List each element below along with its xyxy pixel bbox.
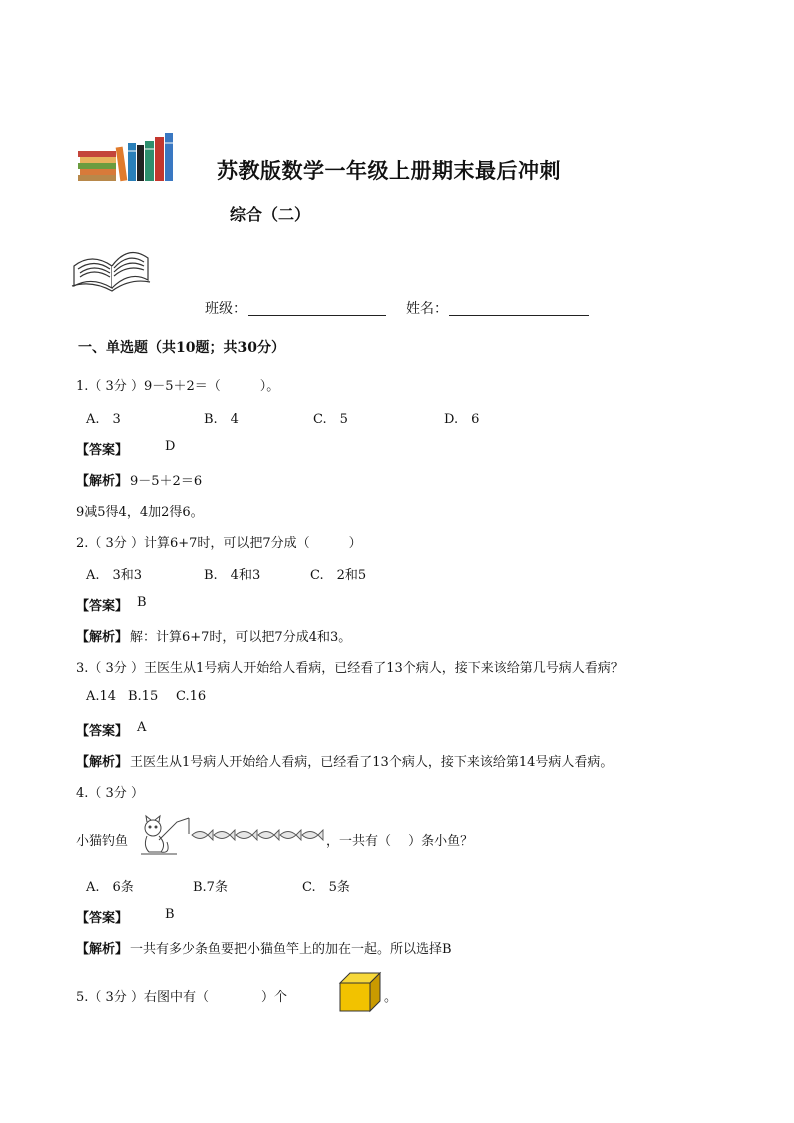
question-text: ，一共有（ ）条小鱼？ [326,834,474,849]
question-stem: 5.（ 3分 ）右图中有（ ）个 [76,990,287,1005]
answer-label: 【答案】 [76,911,129,926]
option-b: B.7条 [193,880,228,895]
answer-label: 【答案】 [76,443,129,458]
option-c: C. 5 [313,412,348,427]
analysis-label: 【解析】 [76,755,129,770]
section-heading: 一、单选题（共10题；共30分） [78,340,285,356]
option-b: B. 4和3 [204,568,261,583]
answer-value: D [165,439,176,454]
question-text: 小猫钓鱼 [76,834,129,849]
question-stem: 4.（ 3分 ） [76,786,144,801]
cube-icon [338,971,382,1013]
page-title: 苏教版数学一年级上册期末最后冲刺 [217,158,561,183]
question-stem: 1.（ 3分 ）9－5＋2＝（ ）。 [76,379,280,394]
option-c: C.16 [176,689,207,704]
option-c: C. 2和5 [310,568,367,583]
analysis-label: 【解析】 [76,630,129,645]
answer-label: 【答案】 [76,599,129,614]
answer-label: 【答案】 [76,724,129,739]
analysis-text: 王医生从1号病人开始给人看病，已经看了13个病人，接下来该给第14号病人看病。 [130,755,614,770]
class-label: 班级： [205,301,247,317]
option-a: A. 3和3 [86,568,143,583]
class-field[interactable] [248,315,386,316]
question-text: 。 [384,990,398,1005]
option-a: A. 6条 [86,880,134,895]
analysis-label: 【解析】 [76,474,129,489]
analysis-label: 【解析】 [76,942,129,957]
option-b: B.15 [128,689,159,704]
analysis-text: 一共有多少条鱼要把小猫鱼竿上的加在一起。所以选择B [130,942,452,957]
option-d: D. 6 [444,412,480,427]
question-stem: 2.（ 3分 ）计算6+7时，可以把7分成（ ） [76,536,362,551]
answer-value: B [165,907,175,922]
option-b: B. 4 [204,412,239,427]
answer-value: A [137,720,147,735]
option-a: A.14 [86,689,117,704]
name-field[interactable] [449,315,589,316]
fish-icon [190,826,324,844]
analysis-text: 9－5＋2＝6 [130,474,203,489]
name-label: 姓名： [406,301,448,317]
option-c: C. 5条 [302,880,350,895]
open-book-icon [70,236,152,292]
analysis-text: 9减5得4，4加2得6。 [76,505,204,520]
answer-value: B [137,595,147,610]
page-subtitle: 综合（二） [230,205,311,224]
books-icon [76,131,176,183]
question-stem: 3.（ 3分 ）王医生从1号病人开始给人看病，已经看了13个病人，接下来该给第几号病人看病？ [76,661,624,676]
option-a: A. 3 [86,412,121,427]
analysis-text: 解：计算6+7时，可以把7分成4和3。 [130,630,352,645]
